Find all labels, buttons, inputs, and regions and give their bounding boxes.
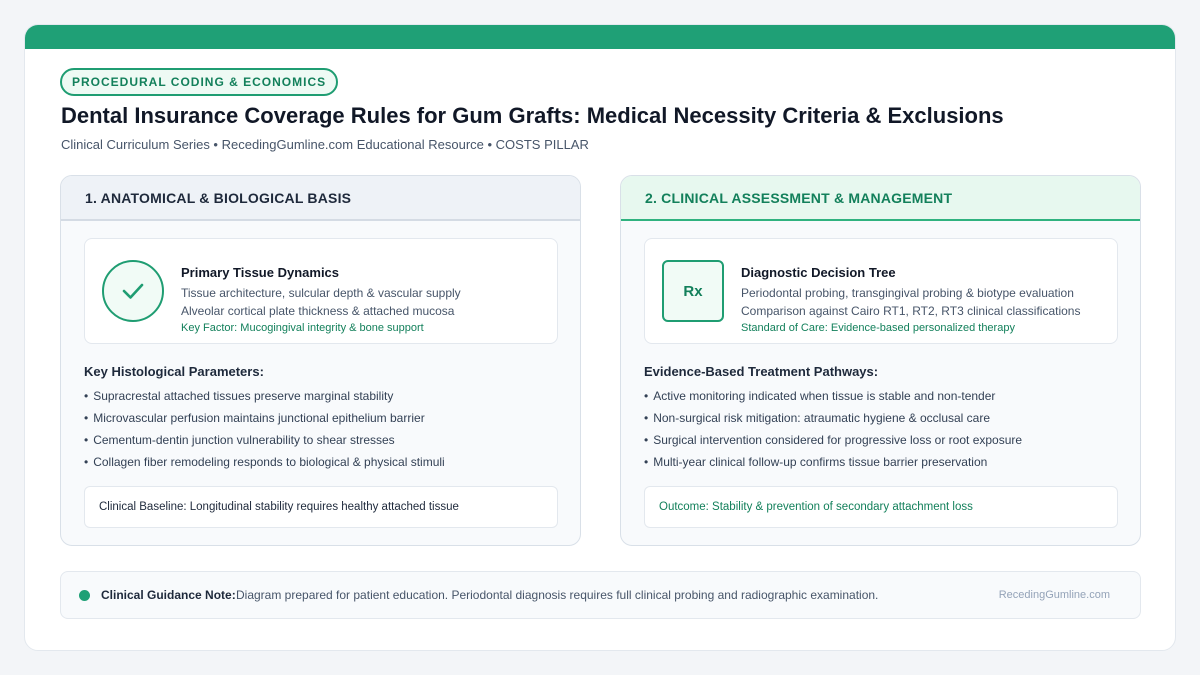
list-item: • Active monitoring indicated when tissue is stable and non-tender bbox=[644, 387, 1022, 409]
note-text: Diagram prepared for patient education. Periodontal diagnosis requires full clinical probing and radiographic examination. bbox=[236, 588, 879, 602]
category-tag: PROCEDURAL CODING & ECONOMICS bbox=[60, 68, 338, 96]
card-standard-of-care: Standard of Care: Evidence-based personalized therapy bbox=[741, 322, 1015, 334]
checkmark-icon bbox=[102, 260, 164, 322]
list-item: • Non-surgical risk mitigation: atraumatic hygiene & occlusal care bbox=[644, 409, 1022, 431]
page-subtitle: Clinical Curriculum Series • RecedingGumline.com Educational Resource • COSTS PILLAR bbox=[61, 137, 589, 152]
panel-heading: 2. CLINICAL ASSESSMENT & MANAGEMENT bbox=[621, 176, 1140, 221]
top-accent-bar bbox=[25, 25, 1175, 49]
section-title: Key Histological Parameters: bbox=[84, 364, 264, 379]
card-title: Primary Tissue Dynamics bbox=[181, 265, 340, 280]
outcome-box: Outcome: Stability & prevention of secondary attachment loss bbox=[644, 486, 1118, 528]
note-label: Clinical Guidance Note: bbox=[101, 588, 236, 602]
list-item: • Supracrestal attached tissues preserve marginal stability bbox=[84, 387, 445, 409]
card-line: Tissue architecture, sulcular depth & vascular supply bbox=[181, 286, 461, 300]
guidance-note bbox=[60, 571, 1141, 619]
assessment-panel bbox=[620, 175, 1141, 546]
card-title: Diagnostic Decision Tree bbox=[741, 265, 896, 280]
rx-icon: Rx bbox=[662, 260, 724, 322]
list-item: • Multi-year clinical follow-up confirms tissue barrier preservation bbox=[644, 453, 1022, 475]
pathway-list bbox=[644, 387, 1022, 475]
decision-tree-card bbox=[644, 238, 1118, 344]
card-key-factor: Key Factor: Mucogingival integrity & bone support bbox=[181, 322, 424, 334]
list-item: • Surgical intervention considered for progressive loss or root exposure bbox=[644, 431, 1022, 453]
tissue-dynamics-card bbox=[84, 238, 558, 344]
list-item: • Microvascular perfusion maintains junctional epithelium barrier bbox=[84, 409, 445, 431]
status-dot-icon bbox=[79, 590, 90, 601]
list-item: • Cementum-dentin junction vulnerability to shear stresses bbox=[84, 431, 445, 453]
section-title: Evidence-Based Treatment Pathways: bbox=[644, 364, 879, 379]
anatomical-panel bbox=[60, 175, 581, 546]
card-line: Comparison against Cairo RT1, RT2, RT3 clinical classifications bbox=[741, 304, 1081, 318]
card-line: Alveolar cortical plate thickness & attached mucosa bbox=[181, 304, 455, 318]
main-card bbox=[24, 24, 1176, 651]
clinical-baseline-box: Clinical Baseline: Longitudinal stability requires healthy attached tissue bbox=[84, 486, 558, 528]
card-line: Periodontal probing, transgingival probing & biotype evaluation bbox=[741, 286, 1074, 300]
page-title: Dental Insurance Coverage Rules for Gum Grafts: Medical Necessity Criteria & Exclusions bbox=[61, 103, 1004, 128]
brand-watermark: RecedingGumline.com bbox=[998, 589, 1110, 601]
parameter-list bbox=[84, 387, 445, 475]
list-item: • Collagen fiber remodeling responds to biological & physical stimuli bbox=[84, 453, 445, 475]
panel-heading: 1. ANATOMICAL & BIOLOGICAL BASIS bbox=[61, 176, 580, 221]
